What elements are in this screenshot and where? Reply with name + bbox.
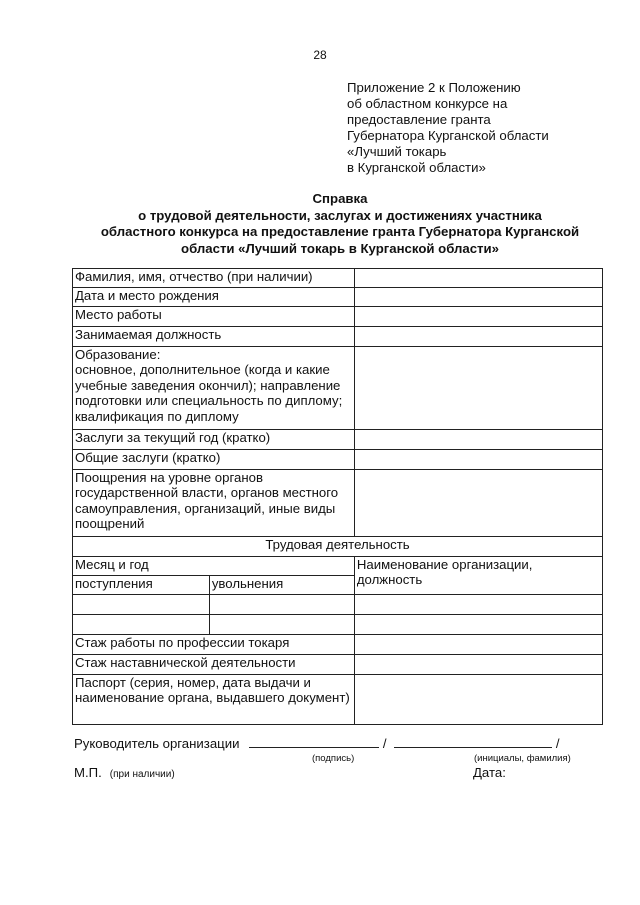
field-label-workplace: Место работы xyxy=(73,307,355,327)
field-value-birth[interactable] xyxy=(354,288,602,307)
table-row xyxy=(73,307,603,327)
stamp-label: М.П. xyxy=(74,765,102,780)
fired-header: увольнения xyxy=(209,576,354,595)
signature-label: Руководитель организации xyxy=(74,736,240,751)
org-position-header: Наименование организации, должность xyxy=(354,557,602,595)
table-row xyxy=(73,675,603,725)
annex-line: Приложение 2 к Положению xyxy=(347,80,521,95)
table-row xyxy=(73,557,603,576)
field-value-awards[interactable] xyxy=(354,470,602,537)
field-label-full-name: Фамилия, имя, отчество (при наличии) xyxy=(73,269,355,288)
title-main: Справка xyxy=(312,191,368,206)
hired-value[interactable] xyxy=(73,595,210,615)
table-row xyxy=(73,347,603,430)
hired-value[interactable] xyxy=(73,615,210,635)
name-blank[interactable] xyxy=(394,735,552,748)
field-label-awards: Поощрения на уровне органов государственной власти, органов местного самоуправления, организаций, иные виды поощрений xyxy=(73,470,355,537)
field-label-mentor-experience: Стаж наставнической деятельности xyxy=(73,655,355,675)
field-value-mentor-experience[interactable] xyxy=(354,655,602,675)
field-label-education: Образование: основное, дополнительное (когда и какие учебные заведения окончил); направление подготовки или специальность по диплому; квалификация по диплому xyxy=(73,347,355,430)
stamp-note: (при наличии) xyxy=(109,769,175,780)
field-label-merits-current: Заслуги за текущий год (кратко) xyxy=(73,430,355,450)
labor-activity-header: Трудовая деятельность xyxy=(73,537,603,557)
page-number: 28 xyxy=(313,48,327,62)
stamp-block xyxy=(74,765,175,780)
annex-line: об областном конкурсе на xyxy=(347,96,508,111)
annex-line: в Курганской области» xyxy=(347,160,486,175)
field-value-turner-experience[interactable] xyxy=(354,635,602,655)
annex-line: Губернатора Курганской области xyxy=(347,128,549,143)
annex-line: предоставление гранта xyxy=(347,112,491,127)
signature-separator: / xyxy=(382,736,387,751)
table-row xyxy=(73,470,603,537)
field-value-education[interactable] xyxy=(354,347,602,430)
field-value-full-name[interactable] xyxy=(354,269,602,288)
annex-reference xyxy=(347,80,607,176)
field-value-merits-current[interactable] xyxy=(354,430,602,450)
field-label-position: Занимаемая должность xyxy=(73,327,355,347)
signature-block xyxy=(74,735,614,751)
table-row xyxy=(73,655,603,675)
document-title xyxy=(70,191,610,257)
field-value-workplace[interactable] xyxy=(354,307,602,327)
table-row xyxy=(73,327,603,347)
hint-signature: (подпись) xyxy=(312,753,355,764)
table-row xyxy=(73,635,603,655)
field-label-birth: Дата и место рождения xyxy=(73,288,355,307)
field-value-passport[interactable] xyxy=(354,675,602,725)
field-value-position[interactable] xyxy=(354,327,602,347)
signature-blank[interactable] xyxy=(249,735,379,748)
certificate-form-table xyxy=(72,268,603,725)
table-row xyxy=(73,430,603,450)
org-position-value[interactable] xyxy=(354,595,602,615)
fired-value[interactable] xyxy=(209,595,354,615)
date-label: Дата: xyxy=(473,765,506,780)
table-row xyxy=(73,288,603,307)
field-label-turner-experience: Стаж работы по профессии токаря xyxy=(73,635,355,655)
fired-value[interactable] xyxy=(209,615,354,635)
hired-header: поступления xyxy=(73,576,210,595)
title-line: о трудовой деятельности, заслугах и достижениях участника xyxy=(138,207,542,223)
org-position-value[interactable] xyxy=(354,615,602,635)
hint-name: (инициалы, фамилия) xyxy=(474,753,571,764)
table-row xyxy=(73,269,603,288)
table-row xyxy=(73,595,603,615)
table-row xyxy=(73,537,603,557)
month-year-header: Месяц и год xyxy=(73,557,355,576)
table-row xyxy=(73,615,603,635)
title-line: области «Лучший токарь в Курганской области» xyxy=(181,240,499,256)
title-line: областного конкурса на предоставление гранта Губернатора Курганской xyxy=(100,224,580,239)
signature-end: / xyxy=(555,736,560,751)
field-label-merits-general: Общие заслуги (кратко) xyxy=(73,450,355,470)
annex-line: «Лучший токарь xyxy=(347,144,447,159)
field-label-passport: Паспорт (серия, номер, дата выдачи и наименование органа, выдавшего документ) xyxy=(73,675,355,725)
table-row xyxy=(73,450,603,470)
field-value-merits-general[interactable] xyxy=(354,450,602,470)
